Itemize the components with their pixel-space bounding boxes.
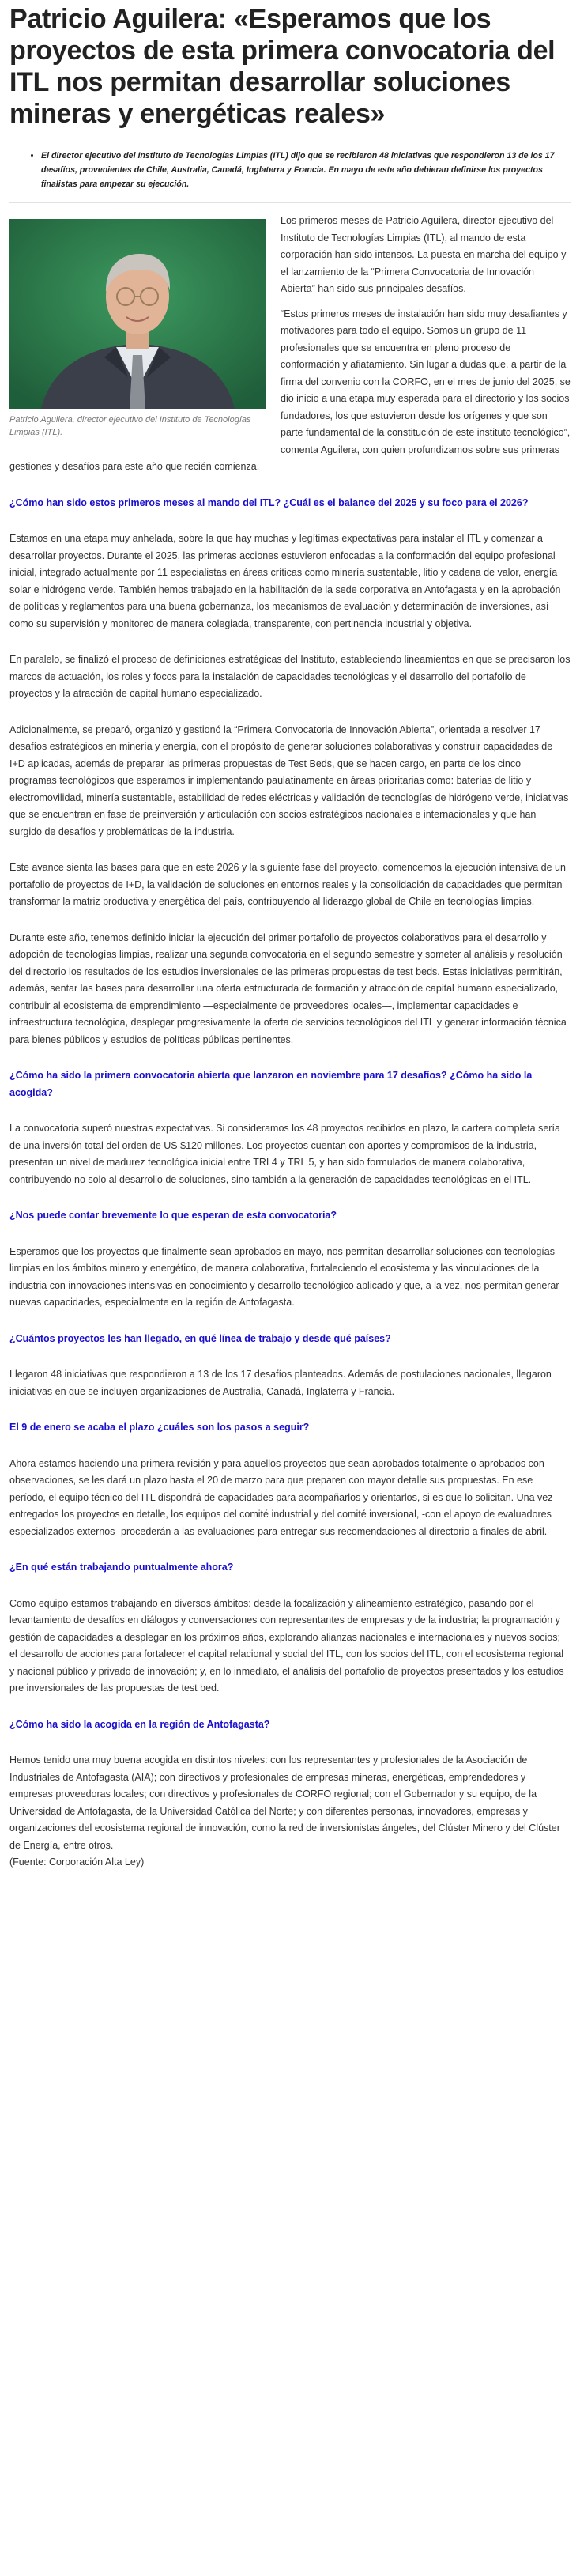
answer-3: Esperamos que los proyectos que finalmente sean aprobados en mayo, nos permitan desarrollar soluciones con tecnologías limpias en los ámbitos minero y energético, de manera colaborativa, fortaleciendo el ecosistema y las vinculaciones de la industria con innovaciones intensivas en conocimiento y desarrollo tecnológico aplicado y que, a la vez, nos permitan generar nuevas capacidades, especialmente en la región de Antofagasta. xyxy=(9,1245,559,1308)
intro-paragraph-2: “Estos primeros meses de instalación han sido muy desafiantes y motivadores para todo el equipo. Somos un grupo de 11 profesionales que se encuentra en pleno proceso de conformación y afiatamiento. Sin lugar a dudas que, a partir de la firma del convenio con la CORFO, en el mes de junio del 2025, se dio inicio a una etapa muy esperada para el directorio y los socios fundadores, los que estuvieron desde los orígenes y que son parte fundamental de la constitución de este instituto tecnológico”, comenta Aguilera, con quien profundizamos sobre sus primeras gestiones y desafíos para este año que recién comienza. xyxy=(9,308,571,472)
question-2: ¿Cómo ha sido la primera convocatoria abierta que lanzaron en noviembre para 17 desafíos? ¿Cómo ha sido la acogida? xyxy=(9,1070,533,1098)
summary-item: • El director ejecutivo del Instituto de Tecnologías Limpias (ITL) dijo que se recibieron 48 iniciativas que respondieron 13 de los 17 desafíos, provenientes de Chile, Australia, Canadá, Inglaterra y Francia. En mayo de este año debieran definirse los proyectos finalistas para empezar su ejecución. xyxy=(41,149,559,191)
article-summary-box xyxy=(9,144,571,203)
question-3: ¿Nos puede contar brevemente lo que esperan de esta convocatoria? xyxy=(9,1210,337,1221)
source-note: (Fuente: Corporación Alta Ley) xyxy=(9,1856,145,1868)
answer-4: Llegaron 48 iniciativas que respondieron a 13 de los 17 desafíos planteados. Además de postulaciones nacionales, llegaron iniciativas en que se incluyen organizaciones de Australia, Canadá, Inglaterra y Francia. xyxy=(9,1369,552,1397)
answer-1-paragraph-4: Este avance sienta las bases para que en este 2026 y la siguiente fase del proyecto, comencemos la ejecución intensiva de un portafolio de proyectos de I+D, la validación de soluciones en entornos reales y la consolidación de capacidades que permitan transformar la matriz productiva y energética del país, contribuyendo al liderazgo global de Chile en tecnologías limpias. xyxy=(9,862,566,907)
article-title: Patricio Aguilera: «Esperamos que los proyectos de esta primera convocatoria del ITL nos permitan desarrollar soluciones mineras y energéticas reales» xyxy=(9,4,556,129)
answer-1-paragraph-2: En paralelo, se finalizó el proceso de definiciones estratégicas del Instituto, estableciendo lineamientos en que se precisaron los marcos de actuación, los roles y focos para la instalación de capacidades tecnológicas y el desarrollo del portafolio de proyectos y la atracción de capital humano especializado. xyxy=(9,654,571,699)
portrait-photo xyxy=(9,219,266,409)
answer-7: Hemos tenido una muy buena acogida en distintos niveles: con los representantes y profesionales de la Asociación de Industriales de Antofagasta (AIA); con directivos y profesionales de empresas mineras, energéticas, emprendedores y empresas proveedoras locales; con directivos y profesionales de CORFO regional; con el Gobernador y su equipo, de la Universidad de Antofagasta, de la Universidad Católica del Norte; y con diferentes personas, innovadores, empresas y organizaciones del ecosistema regional de innovación, como la red de inversionistas ángeles, del Clúster Minero y del Clúster de Energía, entre otros. xyxy=(9,1754,560,1851)
answer-1-paragraph-1: Estamos en una etapa muy anhelada, sobre la que hay muchas y legítimas expectativas para instalar el ITL y comenzar a desarrollar proyectos. Durante el 2025, las primeras acciones estuvieron enfocadas a la conformación del equipo profesional inicial, integrado actualmente por 11 especialistas en áreas críticas como minería sustentable, litio y cadena de valor, energía solar e hidrógeno verde. También hemos trabajado en la habilitación de la sede corporativa en Antofagasta y en la aprobación de políticas y reglamentos para una buena gobernanza, los mecanismos de evaluación y determinación de inversiones, así como su supervisión y monitoreo de manera colegiada, transparente, con pertinencia industrial y objetiva. xyxy=(9,533,561,629)
summary-list xyxy=(30,149,559,191)
answer-1-paragraph-5: Durante este año, tenemos definido iniciar la ejecución del primer portafolio de proyectos colaborativos para el desarrollo y adopción de tecnologías limpias, realizar una segunda convocatoria en el segundo semestre y someter al análisis y resolución del directorio los resultados de los estudios inversionales de las primeras propuestas de test beds. Estas iniciativas permitirán, además, sentar las bases para desarrollar una oferta estructurada de formación y atracción de capital humano especializado, contribuir al ecosistema de emprendimiento —especialmente de proveedores locales—, implementar capacidades e infraestructura tecnológica, desplegar progresivamente la oferta de servicios tecnológicos del ITL y generar información técnica para bienes públicos y estudios de políticas públicas pertinentes. xyxy=(9,931,567,1045)
question-1: ¿Cómo han sido estos primeros meses al mando del ITL? ¿Cuál es el balance del 2025 y su foco para el 2026? xyxy=(9,497,529,508)
question-4: ¿Cuántos proyectos les han llegado, en qué línea de trabajo y desde qué países? xyxy=(9,1332,391,1344)
article-figure xyxy=(9,219,266,439)
question-6: ¿En qué están trabajando puntualmente ahora? xyxy=(9,1562,234,1573)
intro-paragraph-1: Los primeros meses de Patricio Aguilera, director ejecutivo del Instituto de Tecnologías Limpias (ITL), al mando de esta corporación han sido intensos. La puesta en marcha del equipo y el lanzamiento de la “Primera Convocatoria de Innovación Abierta” han sido sus principales desafíos. xyxy=(281,215,567,294)
image-caption: Patricio Aguilera, director ejecutivo del Instituto de Tecnologías Limpias (ITL). xyxy=(9,415,251,437)
answer-2: La convocatoria superó nuestras expectativas. Si consideramos los 48 proyectos recibidos en plazo, la cartera completa sería de una inversión total del orden de US $120 millones. Los proyectos cuentan con aportes y compromisos de la industria, presentan un nivel de madurez tecnológica inicial entre TRL4 y TRL 5, y han sido formulados de manera colaborativa, contribuyendo no solo al desarrollo de soluciones, sino también a la generación de capacidades tecnológicas en el ITL. xyxy=(9,1123,560,1185)
answer-6: Como equipo estamos trabajando en diversos ámbitos: desde la focalización y alineamiento estratégico, pasando por el levantamiento de desafíos en diálogos y conversaciones con representantes de empresas y de la industria; la programación y gestión de capacidades a desplegar en los próximos años, explorando alianzas nacionales e internacionales y nuevos socios; el desarrollo de acciones para fortalecer el capital relacional y social del ITL, con los socios del ITL, con el ecosistema regional y nacional público y privado de innovación; y, en lo inmediato, el análisis del portafolio de proyectos presentados y los estudios pre inversionales de las propuestas de test bed. xyxy=(9,1597,564,1694)
answer-5: Ahora estamos haciendo una primera revisión y para aquellos proyectos que sean aprobados totalmente o aprobados con observaciones, se les dará un plazo hasta el 20 de marzo para que preparen con mayor detalle sus propuestas. En ese período, el equipo técnico del ITL dispondrá de capacidades para acompañarlos y orientarlos, si es que lo solicitan. Una vez entregados los proyectos en detalle, los equipos del comité industrial y del comité inversional, -con el apoyo de evaluadores especializados externos- procederán a las evaluaciones para entregar sus recomendaciones al directorio a finales de abril. xyxy=(9,1457,553,1537)
question-5: El 9 de enero se acaba el plazo ¿cuáles son los pasos a seguir? xyxy=(9,1422,310,1433)
portrait-illustration xyxy=(9,219,266,409)
question-7: ¿Cómo ha sido la acogida en la región de Antofagasta? xyxy=(9,1718,270,1730)
answer-1-paragraph-3: Adicionalmente, se preparó, organizó y gestionó la “Primera Convocatoria de Innovación Abierta”, orientada a resolver 17 desafíos estratégicos en minería y energía, con el propósito de generar soluciones colaborativas y construir capacidades de I+D aplicadas, además de preparar las primeras propuestas de Test Beds, que se hacen cargo, en parte de los cinco programas tecnológicos que esperamos ir implementando paulatinamente en áreas prioritarias como: baterías de litio y electromovilidad, minería sustentable, estabilidad de redes eléctricas y validación de tecnologías de hidrógeno verde, iniciativas que se encuentran en fase de preinversión y articulación con socios estratégicos nacionales e internacionales y que han surgido de desafíos y problemáticas de la industria. xyxy=(9,723,569,837)
